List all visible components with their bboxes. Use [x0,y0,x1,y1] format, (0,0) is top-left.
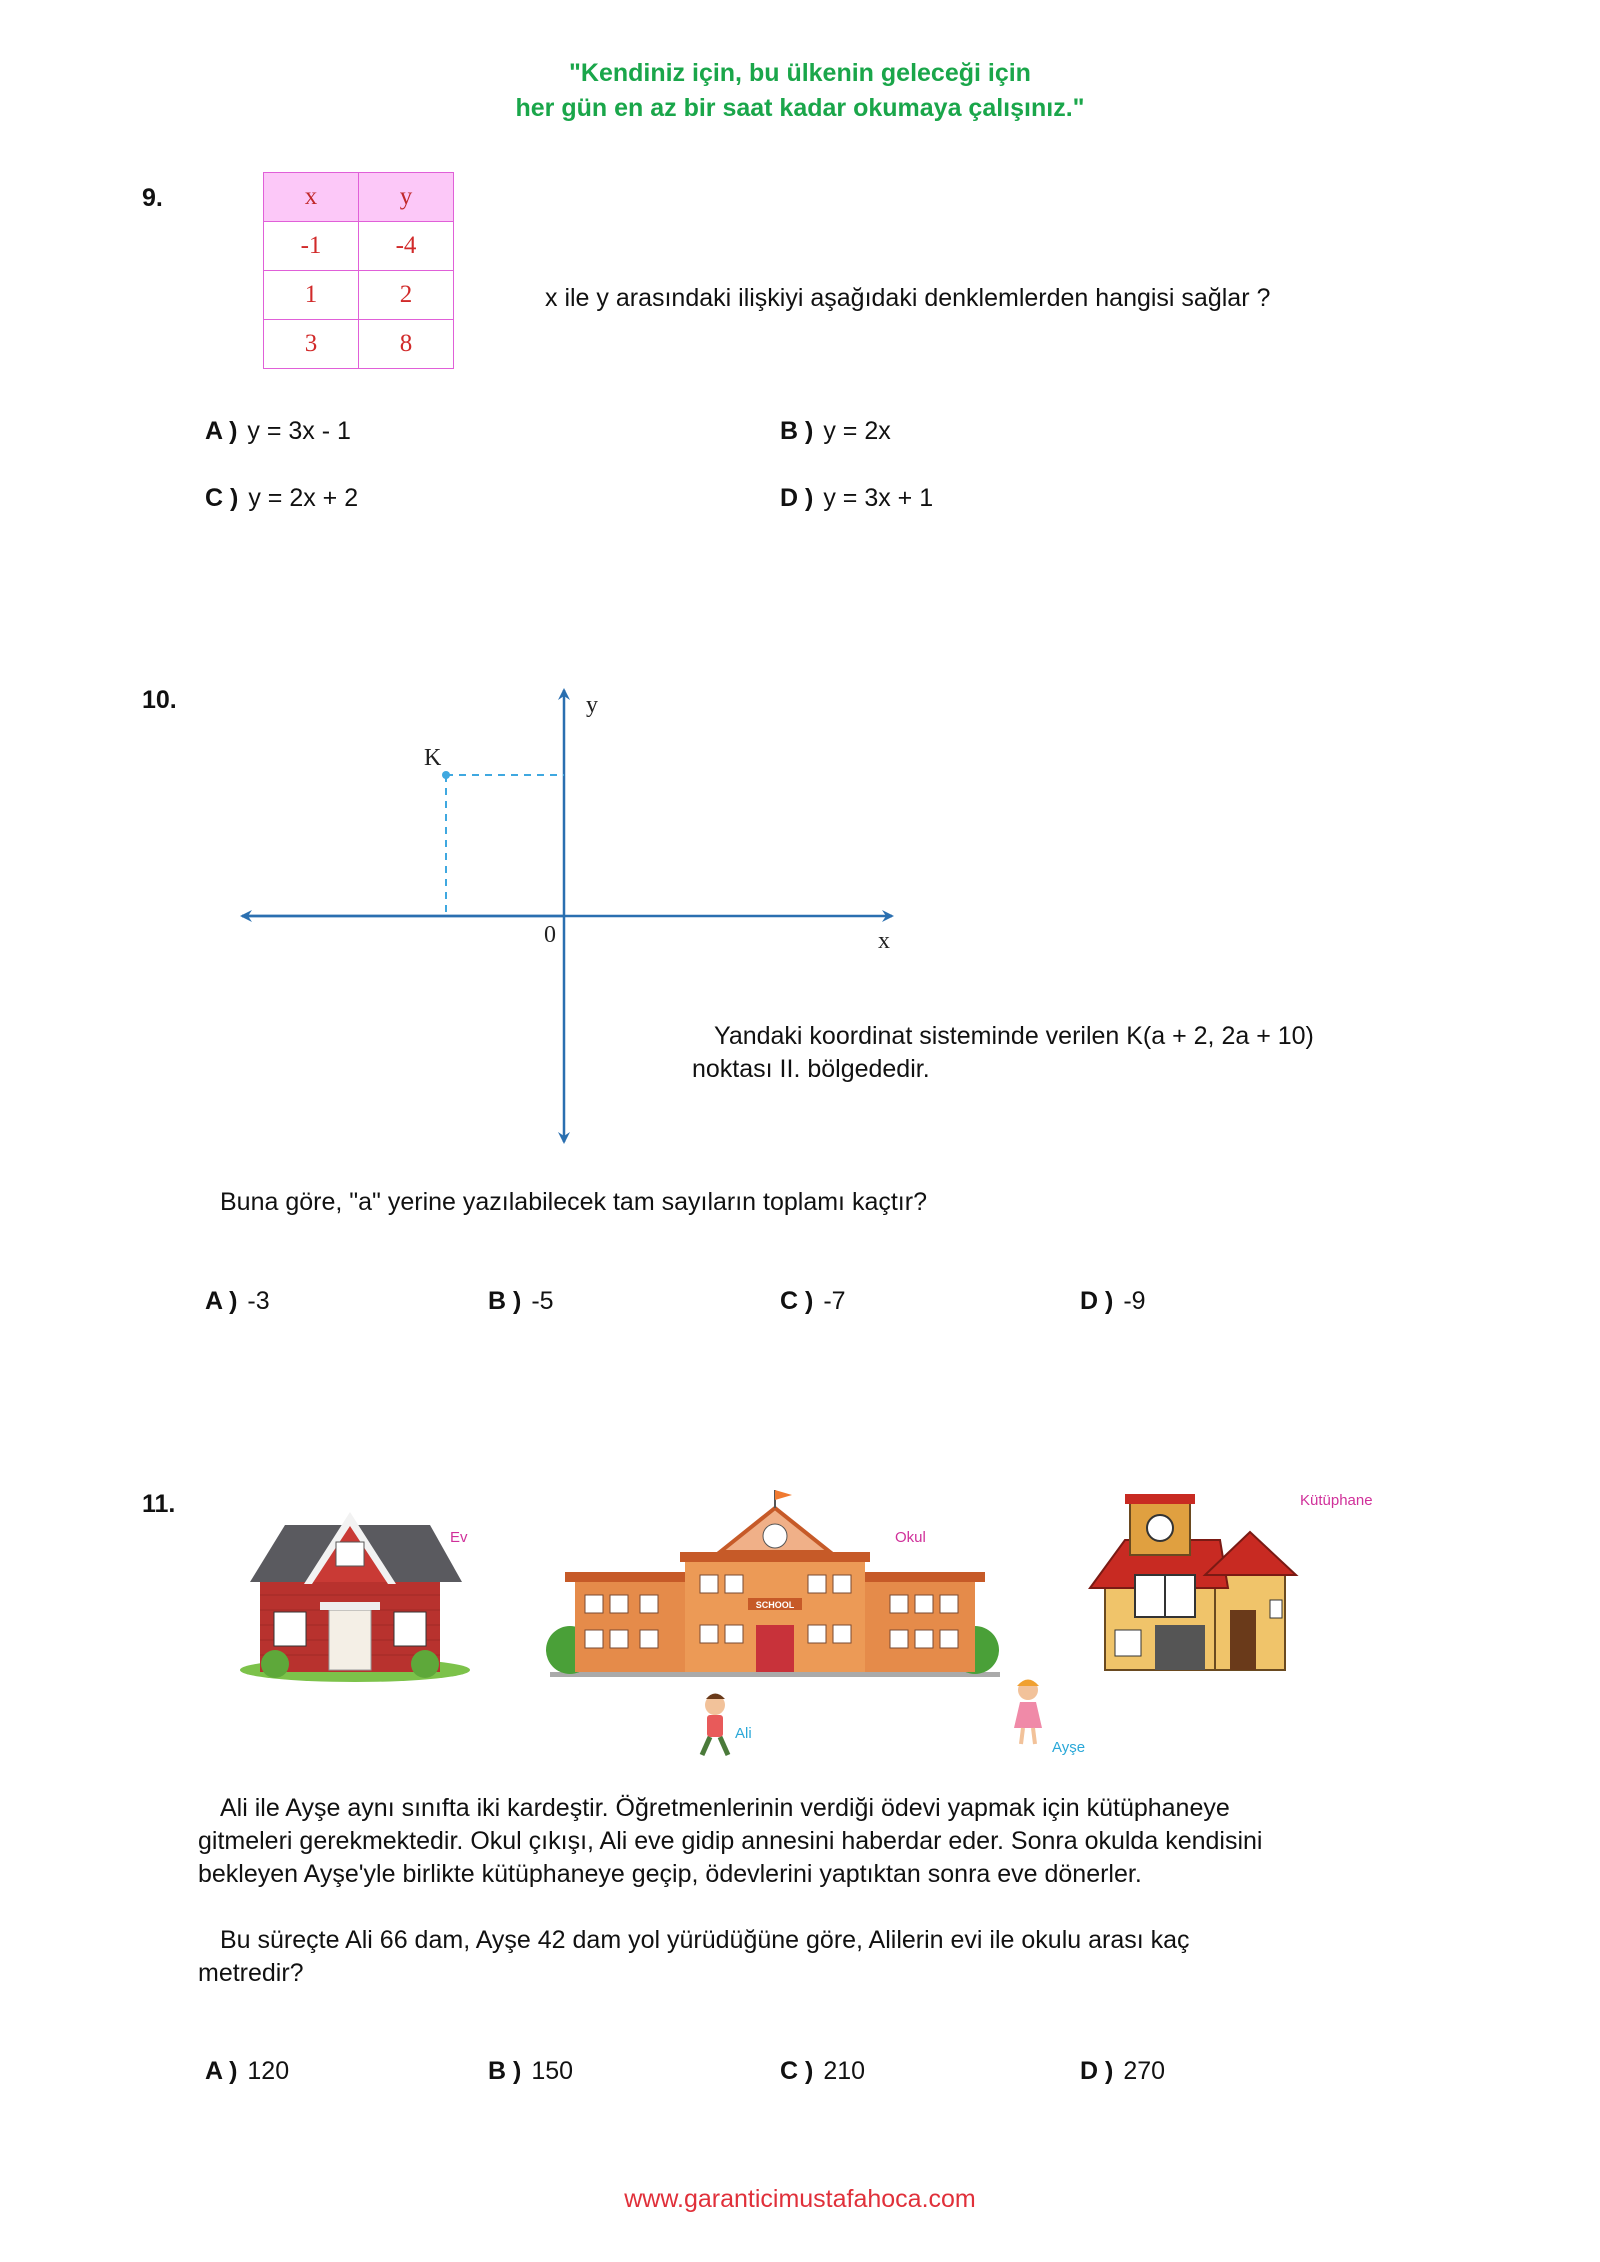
option-label: A ) [205,2057,238,2085]
option-a[interactable] [205,417,351,446]
question-number-10: 10. [142,686,177,714]
table-cell: -4 [359,222,454,271]
option-c[interactable] [205,484,358,513]
option-label: B ) [488,1287,522,1315]
option-label: C ) [780,2057,814,2085]
motto-line-1: "Kendiniz için, bu ülkenin geleceği için [569,59,1031,87]
q11-illustration [230,1480,1430,1780]
point-k-label: K [424,745,442,771]
point-k [442,771,450,779]
option-a[interactable] [205,2057,289,2086]
question-number-9: 9. [142,184,163,212]
option-label: C ) [780,1287,814,1315]
table-cell: -1 [264,222,359,271]
option-value: 210 [823,2057,866,2085]
paragraph-line: gitmeleri gerekmektedir. Okul çıkışı, Ali eve gidip annesini haberdar eder. Sonra okulda kendisini [198,1827,1263,1855]
option-value: y = 2x + 2 [248,484,359,512]
option-d[interactable] [1080,2057,1165,2086]
option-value: y = 3x + 1 [823,484,934,512]
option-value: -3 [247,1287,270,1315]
library-illustration [1090,1494,1296,1670]
ali-figure [702,1694,728,1756]
paragraph-line: Bu süreçte Ali 66 dam, Ayşe 42 dam yol yürüdüğüne göre, Alilerin evi ile okulu arası kaç [220,1926,1190,1954]
option-b[interactable] [488,1287,554,1316]
table-cell: 1 [264,271,359,320]
ali-label: Ali [735,1725,752,1742]
paragraph-line: Ali ile Ayşe aynı sınıfta iki kardeştir. Öğretmenlerinin verdiği ödevi yapmak için kütüphaneye [220,1794,1230,1822]
option-label: A ) [205,1287,238,1315]
home-label: Ev [450,1529,468,1546]
ayse-figure [1014,1680,1042,1745]
paragraph-line: metredir? [198,1959,304,1987]
description-line-1: Yandaki koordinat sisteminde verilen K(a + 2, 2a + 10) [714,1022,1314,1050]
option-a[interactable] [205,1287,270,1316]
option-value: 120 [247,2057,290,2085]
school-sign: SCHOOL [755,1600,795,1610]
option-label: B ) [780,417,814,445]
question-number-11: 11. [142,1490,176,1518]
option-b[interactable] [780,417,891,446]
xy-value-table [263,172,454,369]
option-value: -7 [823,1287,846,1315]
option-d[interactable] [1080,1287,1146,1316]
table-cell: 2 [359,271,454,320]
option-c[interactable] [780,2057,865,2086]
option-value: y = 2x [823,417,891,445]
y-axis-label: y [586,692,598,718]
motto-line-2: her gün en az bir saat kadar okumaya çalışınız." [515,94,1085,122]
option-value: 270 [1123,2057,1166,2085]
ayse-label: Ayşe [1052,1739,1086,1756]
option-label: C ) [205,484,239,512]
library-label: Kütüphane [1300,1492,1373,1509]
school-label: Okul [895,1529,926,1546]
option-label: A ) [205,417,238,445]
house-illustration [240,1512,470,1682]
option-label: B ) [488,2057,522,2085]
option-b[interactable] [488,2057,573,2086]
school-illustration [546,1490,1000,1677]
motto-header [0,56,1600,126]
option-value: y = 3x - 1 [247,417,351,445]
table-header-x: x [264,173,359,222]
table-header-y: y [359,173,454,222]
option-value: -9 [1123,1287,1146,1315]
x-axis-label: x [878,928,890,954]
option-label: D ) [780,484,814,512]
origin-label: 0 [544,922,556,948]
paragraph-line: bekleyen Ayşe'yle birlikte kütüphaneye geçip, ödevlerini yaptıktan sonra eve dönerler. [198,1860,1142,1888]
question-10-text: Buna göre, "a" yerine yazılabilecek tam sayıların toplamı kaçtır? [220,1188,927,1216]
option-d[interactable] [780,484,933,513]
option-value: -5 [531,1287,554,1315]
option-label: D ) [1080,2057,1114,2085]
option-c[interactable] [780,1287,846,1316]
question-10-description [692,1020,1392,1086]
table-cell: 3 [264,320,359,369]
question-11-paragraph-1 [198,1792,1398,1891]
option-value: 150 [531,2057,574,2085]
option-label: D ) [1080,1287,1114,1315]
question-9-text: x ile y arasındaki ilişkiyi aşağıdaki denklemlerden hangisi sağlar ? [545,284,1271,312]
table-cell: 8 [359,320,454,369]
description-line-2: noktası II. bölgededir. [692,1055,930,1083]
question-11-paragraph-2 [198,1924,1398,1990]
footer-link[interactable]: www.garanticimustafahoca.com [624,2185,976,2213]
